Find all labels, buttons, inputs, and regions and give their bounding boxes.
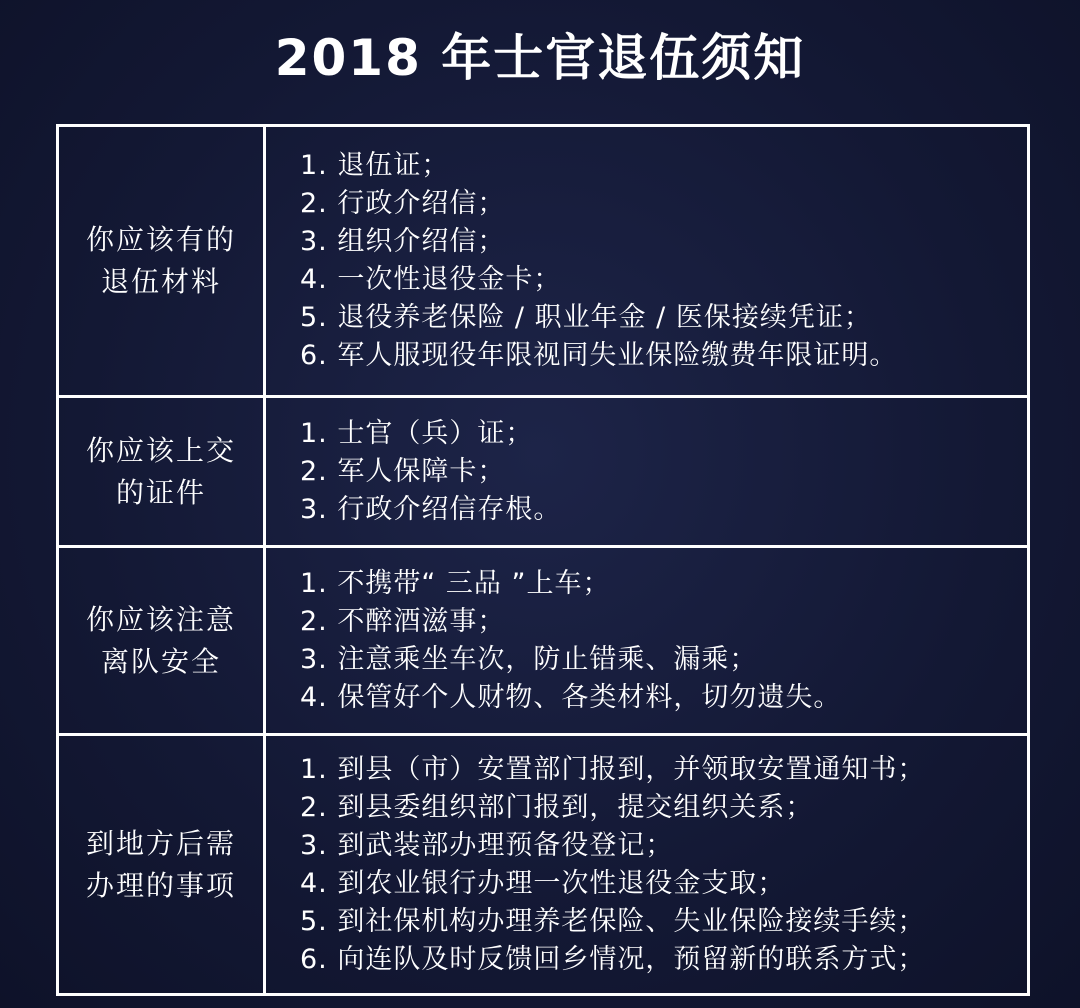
- list-item: 3. 注意乘坐车次，防止错乘、漏乘；: [300, 643, 758, 675]
- row-label: [59, 398, 266, 545]
- row-label: [59, 548, 266, 733]
- list-item: 5. 到社保机构办理养老保险、失业保险接续手续；: [300, 905, 926, 937]
- list-item: 1. 到县（市）安置部门报到，并领取安置通知书；: [300, 753, 926, 785]
- row-label-line: 的证件: [115, 475, 206, 509]
- row-items: [266, 548, 1027, 733]
- page-title: 2018 年士官退伍须知: [274, 29, 806, 87]
- list-item: 4. 保管好个人财物、各类材料，切勿遗失。: [300, 681, 842, 713]
- table-row-documents: [59, 398, 1027, 548]
- row-label-line: 你应该有的: [85, 223, 236, 256]
- row-label-line: 你应该注意: [85, 602, 236, 636]
- row-label: [59, 127, 266, 395]
- row-label-line: 办理的事项: [85, 868, 236, 902]
- list-item: 1. 不携带“ 三品 ”上车；: [300, 567, 611, 599]
- list-item: 2. 到县委组织部门报到，提交组织关系；: [300, 791, 814, 823]
- info-table: [56, 124, 1030, 996]
- row-label: [59, 736, 266, 993]
- row-label-line: 退伍材料: [100, 265, 221, 298]
- row-label-line: 离队安全: [100, 644, 221, 678]
- list-item: 1. 退伍证；: [300, 150, 450, 181]
- list-item: 3. 组织介绍信；: [300, 226, 506, 257]
- list-item: 1. 士官（兵）证；: [300, 417, 534, 449]
- table-row-safety: [59, 548, 1027, 736]
- table-row-local-matters: [59, 736, 1027, 993]
- row-label-line: 到地方后需: [85, 826, 236, 860]
- list-item: 3. 行政介绍信存根。: [300, 493, 562, 525]
- list-item: 2. 不醉酒滋事；: [300, 605, 506, 637]
- row-items: [266, 127, 1027, 395]
- list-item: 3. 到武装部办理预备役登记；: [300, 829, 674, 861]
- list-item: 6. 军人服现役年限视同失业保险缴费年限证明。: [300, 340, 898, 371]
- list-item: 2. 军人保障卡；: [300, 455, 506, 487]
- list-item: 5. 退役养老保险 / 职业年金 / 医保接续凭证；: [300, 302, 872, 333]
- list-item: 6. 向连队及时反馈回乡情况，预留新的联系方式；: [300, 943, 926, 975]
- row-items: [266, 398, 1027, 545]
- table-row-materials: [59, 127, 1027, 398]
- row-items: [266, 736, 1027, 993]
- list-item: 4. 到农业银行办理一次性退役金支取；: [300, 867, 786, 899]
- row-label-line: 你应该上交: [85, 433, 236, 467]
- list-item: 2. 行政介绍信；: [300, 188, 506, 219]
- list-item: 4. 一次性退役金卡；: [300, 264, 562, 295]
